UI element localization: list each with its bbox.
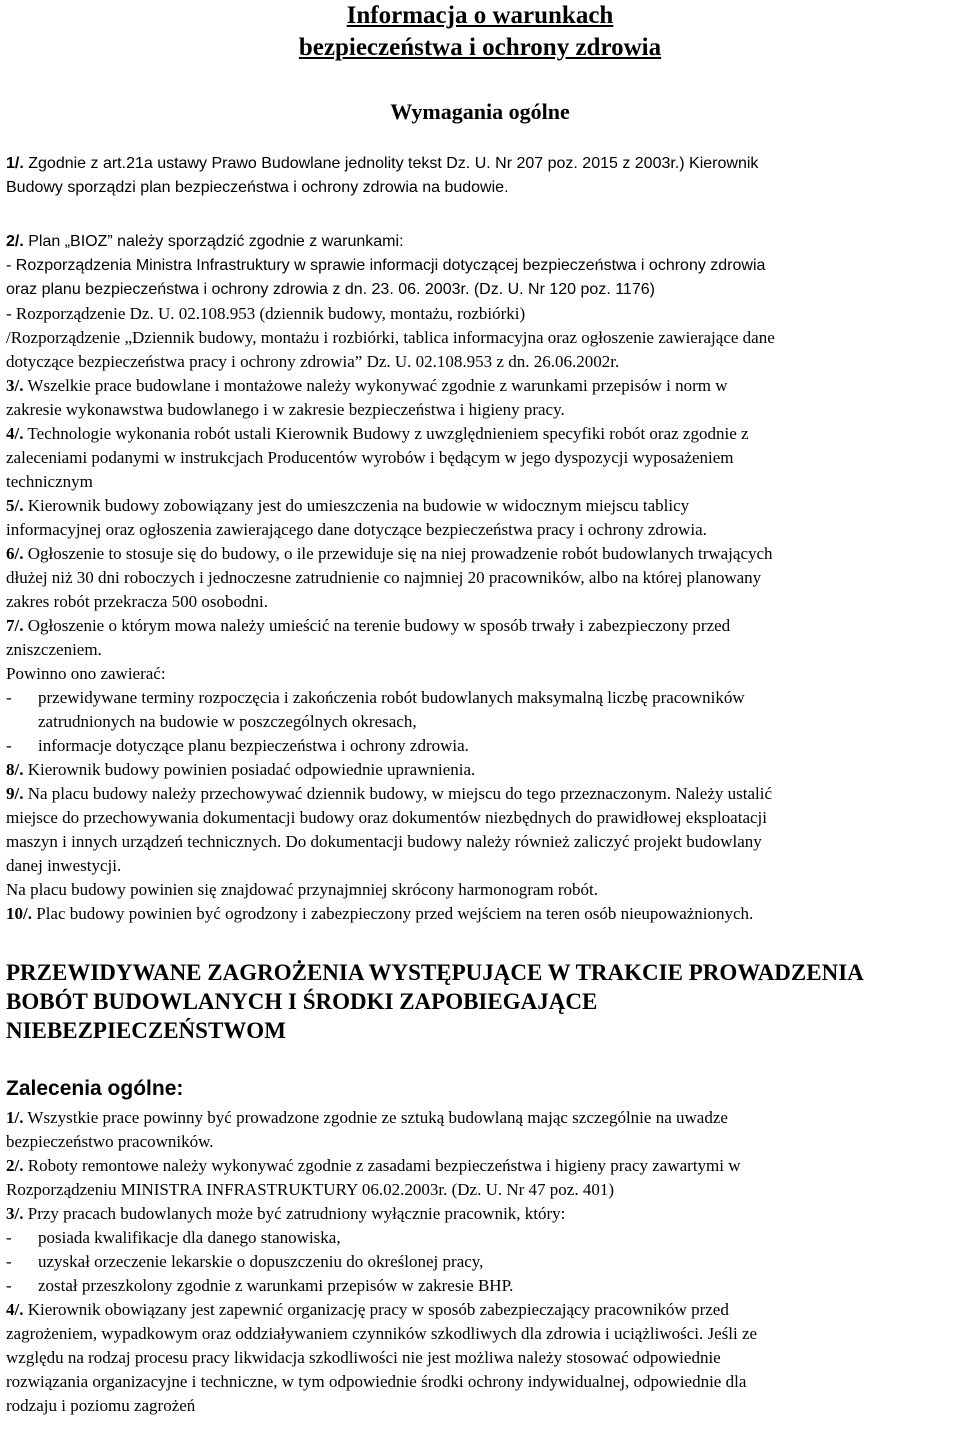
- paragraph-3-line-2: zakresie wykonawstwa budowlanego i w zakresie bezpieczeństwa i higieny pracy.: [6, 400, 565, 419]
- paragraph-2-line-2: - Rozporządzenia Ministra Infrastruktury w sprawie informacji dotyczącej bezpieczeństwa i ochrony zdrowia: [6, 257, 766, 274]
- paragraph-text: Kierownik budowy zobowiązany jest do umieszczenia na budowie w widocznym miejscu tablicy: [23, 496, 690, 515]
- paragraph-7-line-1: [6, 614, 954, 638]
- paragraph-9-line-1: [6, 782, 954, 806]
- paragraph-1: [6, 152, 954, 200]
- paragraph-2: [6, 230, 954, 374]
- list-item: [6, 686, 954, 710]
- list-item-text: przewidywane terminy rozpoczęcia i zakończenia robót budowlanych maksymalną liczbę pracowników: [38, 688, 745, 707]
- list-item-text: został przeszkolony zgodnie z warunkami przepisów w zakresie BHP.: [38, 1276, 514, 1295]
- paragraph-text: Roboty remontowe należy wykonywać zgodnie z zasadami bezpieczeństwa i higieny pracy zawartymi w: [23, 1156, 741, 1175]
- paragraph-7-line-2: zniszczeniem.: [6, 640, 102, 659]
- paragraph-7-line-3: Powinno ono zawierać:: [6, 664, 166, 683]
- paragraph-10-line-1: [6, 902, 954, 926]
- paragraph-number: 4/.: [6, 1300, 24, 1319]
- paragraph-6-line-2: dłużej niż 30 dni roboczych i jednoczesne zatrudnienie co najmniej 20 pracowników, albo na której planowany: [6, 568, 762, 587]
- paragraph-9-line-4: danej inwestycji.: [6, 856, 122, 875]
- document-title-line-1: Informacja o warunkach: [346, 2, 614, 29]
- paragraph-number: 3/.: [6, 376, 24, 395]
- list-dash: -: [6, 1252, 12, 1271]
- paragraph-3-line-1: [6, 374, 954, 398]
- paragraph-number: 3/.: [6, 1204, 24, 1223]
- hazards-heading-line-1: PRZEWIDYWANE ZAGROŻENIA WYSTĘPUJĄCE W TRAKCIE PROWADZENIA: [6, 960, 864, 985]
- paragraph-2-line-5: /Rozporządzenie „Dziennik budowy, montażu i rozbiórki, tablica informacyjna oraz ogłoszenie zawierające dane: [6, 328, 775, 347]
- paragraph-text: Kierownik obowiązany jest zapewnić organizację pracy w sposób zabezpieczający pracowników przed: [23, 1300, 729, 1319]
- paragraph-9-line-2: miejsce do przechowywania dokumentacji budowy oraz dokumentów niezbędnych do prawidłowej eksploatacji: [6, 808, 767, 827]
- recommendation-3-line-1: [6, 1202, 954, 1226]
- recommendation-4-line-2: zagrożeniem, wypadkowym oraz oddziaływaniem czynników szkodliwych dla zdrowia i uciążliwości. Jeśli ze: [6, 1324, 758, 1343]
- paragraph-9-line-5: Na placu budowy powinien się znajdować przynajmniej skrócony harmonogram robót.: [6, 880, 599, 899]
- paragraphs-main: [6, 374, 954, 926]
- paragraph-number: 7/.: [6, 616, 24, 635]
- paragraph-4-line-3: technicznym: [6, 472, 93, 491]
- paragraph-text: Ogłoszenie o którym mowa należy umieścić na terenie budowy w sposób trwały i zabezpieczony przed: [23, 616, 731, 635]
- paragraph-text: Technologie wykonania robót ustali Kierownik Budowy z uwzględnieniem specyfiki robót oraz zgodnie z: [23, 424, 749, 443]
- paragraph-text: Zgodnie z art.21a ustawy Prawo Budowlane jednolity tekst Dz. U. Nr 207 poz. 2015 z 2003r.) Kierownik: [23, 155, 759, 172]
- list-dash: -: [6, 736, 12, 755]
- general-recommendations-heading: Zalecenia ogólne:: [6, 1077, 184, 1100]
- paragraph-6-line-3: zakres robót przekracza 500 osobodni.: [6, 592, 268, 611]
- list-dash: -: [6, 1228, 12, 1247]
- list-item: [6, 734, 954, 758]
- document-title-line-2: bezpieczeństwa i ochrony zdrowia: [298, 34, 662, 61]
- paragraph-9-line-3: maszyn i innych urządzeń technicznych. Do dokumentacji budowy należy również zaliczyć projekt budowlany: [6, 832, 762, 851]
- recommendation-1-line-1: [6, 1106, 954, 1130]
- paragraph-4-line-2: zaleceniami podanymi w instrukcjach Producentów wyrobów i będącym w jego dyspozycji wyposażeniem: [6, 448, 734, 467]
- recommendation-2-line-1: [6, 1154, 954, 1178]
- paragraph-6-line-1: [6, 542, 954, 566]
- list-item-continuation: zatrudnionych na budowie w poszczególnych okresach,: [38, 712, 417, 731]
- list-dash: -: [6, 688, 12, 707]
- paragraph-8-line-1: [6, 758, 954, 782]
- list-item: [6, 1250, 954, 1274]
- list-item-text: posiada kwalifikacje dla danego stanowiska,: [38, 1228, 341, 1247]
- recommendation-4-line-1: [6, 1298, 954, 1322]
- hazards-heading: [6, 958, 954, 1045]
- paragraph-number: 2/.: [6, 1156, 24, 1175]
- paragraph-1-line-2: Budowy sporządzi plan bezpieczeństwa i ochrony zdrowia na budowie.: [6, 179, 509, 196]
- paragraph-number: 6/.: [6, 544, 24, 563]
- hazards-heading-line-2: BOBÓT BUDOWLANYCH I ŚRODKI ZAPOBIEGAJĄCE: [6, 989, 598, 1014]
- paragraph-number: 10/.: [6, 904, 32, 923]
- recommendation-1-line-2: bezpieczeństwo pracowników.: [6, 1132, 214, 1151]
- paragraph-number: 1/.: [6, 155, 24, 172]
- paragraph-number: 9/.: [6, 784, 24, 803]
- paragraph-number: 4/.: [6, 424, 24, 443]
- hazards-heading-line-3: NIEBEZPIECZEŃSTWOM: [6, 1018, 286, 1043]
- paragraph-number: 8/.: [6, 760, 24, 779]
- section-subtitle: Wymagania ogólne: [390, 99, 570, 124]
- list-item-text: informacje dotyczące planu bezpieczeństwa i ochrony zdrowia.: [38, 736, 469, 755]
- paragraph-number: 1/.: [6, 1108, 24, 1127]
- paragraph-text: Plan „BIOZ” należy sporządzić zgodnie z warunkami:: [23, 233, 404, 250]
- list-dash: -: [6, 1276, 12, 1295]
- paragraph-text: Wszystkie prace powinny być prowadzone zgodnie ze sztuką budowlaną mając szczególnie na uwadze: [23, 1108, 728, 1127]
- paragraph-2-line-4: - Rozporządzenie Dz. U. 02.108.953 (dziennik budowy, montażu, rozbiórki): [6, 304, 526, 323]
- paragraph-text: Wszelkie prace budowlane i montażowe należy wykonywać zgodnie z warunkami przepisów i norm w: [23, 376, 728, 395]
- paragraph-text: Przy pracach budowlanych może być zatrudniony wyłącznie pracownik, który:: [23, 1204, 566, 1223]
- recommendations: [6, 1106, 954, 1418]
- paragraph-number: 2/.: [6, 233, 24, 250]
- paragraph-text: Plac budowy powinien być ogrodzony i zabezpieczony przed wejściem na teren osób nieupoważnionych.: [31, 904, 754, 923]
- list-item-text: uzyskał orzeczenie lekarskie o dopuszczeniu do określonej pracy,: [38, 1252, 484, 1271]
- paragraph-5-line-2: informacyjnej oraz ogłoszenia zawierającego dane dotyczące bezpieczeństwa pracy i ochrony zdrowia.: [6, 520, 707, 539]
- paragraph-5-line-1: [6, 494, 954, 518]
- paragraph-text: Kierownik budowy powinien posiadać odpowiednie uprawnienia.: [23, 760, 476, 779]
- recommendation-4-line-5: rodzaju i poziomu zagrożeń: [6, 1396, 196, 1415]
- paragraph-4-line-1: [6, 422, 954, 446]
- paragraph-1-line-1: [6, 152, 954, 176]
- paragraph-2-line-1: [6, 230, 954, 254]
- paragraph-2-line-3: oraz planu bezpieczeństwa i ochrony zdrowia z dn. 23. 06. 2003r. (Dz. U. Nr 120 poz. 1176): [6, 281, 655, 298]
- paragraph-number: 5/.: [6, 496, 24, 515]
- recommendation-4-line-3: względu na rodzaj procesu pracy likwidacja szkodliwości nie jest możliwa należy stosować odpowiednie: [6, 1348, 721, 1367]
- paragraph-text: Ogłoszenie to stosuje się do budowy, o ile przewiduje się na niej prowadzenie robót budowlanych trwających: [23, 544, 773, 563]
- paragraph-2-line-6: dotyczące bezpieczeństwa pracy i ochrony zdrowia” Dz. U. 02.108.953 z dn. 26.06.2002r.: [6, 352, 620, 371]
- list-item: [6, 1226, 954, 1250]
- recommendation-2-line-2: Rozporządzeniu MINISTRA INFRASTRUKTURY 06.02.2003r. (Dz. U. Nr 47 poz. 401): [6, 1180, 615, 1199]
- list-item: [6, 1274, 954, 1298]
- paragraph-text: Na placu budowy należy przechowywać dziennik budowy, w miejscu do tego przeznaczonym. Należy ustalić: [23, 784, 772, 803]
- recommendation-4-line-4: rozwiązania organizacyjne i techniczne, w tym odpowiednie środki ochrony indywidualnej, odpowiednie dla: [6, 1372, 747, 1391]
